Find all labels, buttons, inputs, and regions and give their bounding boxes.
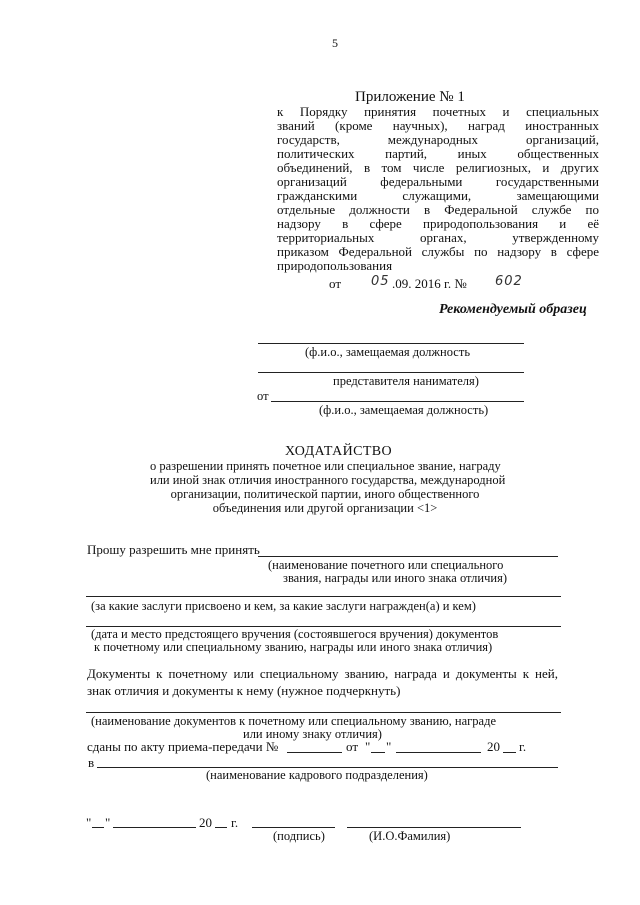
appendix-line: государств, международных организаций, bbox=[277, 132, 599, 147]
signature-sign-caption: (подпись) bbox=[273, 829, 325, 843]
request-label: Прошу разрешить мне принять bbox=[87, 542, 260, 557]
signature-quote-close: " bbox=[105, 815, 111, 830]
handover-year-suffix: г. bbox=[519, 739, 527, 754]
appendix-line: территориальных органах, утвержденному bbox=[277, 230, 599, 245]
appendix-line: званий (кроме научных), наград иностранных bbox=[277, 118, 599, 133]
merits-field[interactable] bbox=[86, 596, 561, 597]
documents-field[interactable] bbox=[86, 712, 561, 713]
request-caption-1: (наименование почетного или специального bbox=[268, 558, 504, 572]
appendix-line: надзору в сфере природопользования и её bbox=[277, 216, 599, 231]
award-caption-2: к почетному или специальному званию, награды или иного знака отличия) bbox=[94, 640, 493, 654]
signature-month-field[interactable] bbox=[113, 827, 196, 828]
appendix-line: организаций федеральными государственными bbox=[277, 174, 599, 189]
handover-from-label: от bbox=[346, 739, 359, 754]
addressee-line-1[interactable] bbox=[258, 343, 524, 344]
signature-quote-open: " bbox=[86, 815, 92, 830]
documents-text-2: знак отличия и документы к нему (нужное подчеркнуть) bbox=[87, 683, 401, 698]
handover-quote-close: " bbox=[386, 739, 392, 754]
hr-department-caption: (наименование кадрового подразделения) bbox=[206, 768, 428, 782]
handover-year-field[interactable] bbox=[503, 752, 516, 753]
addressee-caption-1: (ф.и.о., замещаемая должность bbox=[305, 345, 471, 359]
appendix-line: к Порядку принятия почетных и специальных bbox=[277, 104, 599, 119]
signature-name-caption: (И.О.Фамилия) bbox=[369, 829, 451, 843]
signature-day-field[interactable] bbox=[92, 827, 104, 828]
petition-subheading-line: объединения или другой организации <1> bbox=[212, 501, 438, 515]
addressee-caption-3: (ф.и.о., замещаемая должность) bbox=[319, 403, 489, 417]
merits-caption: (за какие заслуги присвоено и кем, за какие заслуги награжден(а) и кем) bbox=[91, 599, 476, 613]
petition-subheading-line: о разрешении принять почетное или специальное звание, награду bbox=[150, 459, 501, 473]
petition-subheading-line: или иной знак отличия иностранного государства, международной bbox=[150, 473, 506, 487]
request-field[interactable] bbox=[258, 556, 558, 557]
appendix-line: природопользования bbox=[277, 258, 393, 273]
handover-year: 20 bbox=[487, 739, 500, 754]
handover-quote-open: " bbox=[365, 739, 371, 754]
award-caption-1: (дата и место предстоящего вручения (состоявшегося вручения) документов bbox=[91, 627, 499, 641]
signature-year: 20 bbox=[199, 815, 212, 830]
appendix-title: Приложение № 1 bbox=[355, 89, 465, 105]
handover-month-field[interactable] bbox=[396, 752, 481, 753]
signature-year-field[interactable] bbox=[215, 827, 227, 828]
documents-text-1: Документы к почетному или специальному званию, награда и документы к ней, bbox=[87, 666, 558, 681]
appendix-order-number: 602 bbox=[495, 274, 523, 289]
appendix-date-prefix: от bbox=[329, 276, 342, 291]
signature-name-field[interactable] bbox=[347, 827, 521, 828]
appendix-date-text: .09. 2016 г. № bbox=[392, 276, 467, 291]
handover-text: сданы по акту приема-передачи № bbox=[87, 739, 279, 754]
signature-year-suffix: г. bbox=[231, 815, 239, 830]
signature-sign-field[interactable] bbox=[252, 827, 335, 828]
petition-subheading-line: организации, политической партии, иного общественного bbox=[170, 487, 480, 501]
documents-caption-1: (наименование документов к почетному или специальному званию, награде bbox=[91, 714, 496, 728]
addressee-line-2[interactable] bbox=[258, 372, 524, 373]
appendix-line: политических партий, иных общественных bbox=[277, 146, 599, 161]
petition-subheading bbox=[150, 459, 506, 515]
addressee-caption-2: представителя нанимателя) bbox=[333, 374, 479, 388]
handover-number-field[interactable] bbox=[287, 752, 342, 753]
appendix-text bbox=[277, 105, 599, 273]
petition-heading: ХОДАТАЙСТВО bbox=[285, 444, 393, 459]
recommended-sample: Рекомендуемый образец bbox=[439, 302, 587, 317]
request-caption-2: звания, награды или иного знака отличия) bbox=[283, 571, 507, 585]
appendix-line: приказом Федеральной службы по надзору в сфере bbox=[277, 244, 599, 259]
appendix-line: объединений, в том числе религиозных, и других bbox=[277, 160, 599, 175]
in-label: в bbox=[88, 755, 95, 770]
addressee-line-3[interactable] bbox=[271, 401, 524, 402]
appendix-date-day: 05 bbox=[371, 274, 390, 289]
documents-caption-2: или иному знаку отличия) bbox=[243, 727, 382, 741]
page-number: 5 bbox=[332, 36, 338, 50]
handover-day-field[interactable] bbox=[371, 752, 385, 753]
addressee-from-label: от bbox=[257, 389, 269, 403]
appendix-line: отдельные должности в Федеральной службе по bbox=[277, 202, 599, 217]
appendix-line: гражданскими служащими, замещающими bbox=[277, 188, 599, 203]
